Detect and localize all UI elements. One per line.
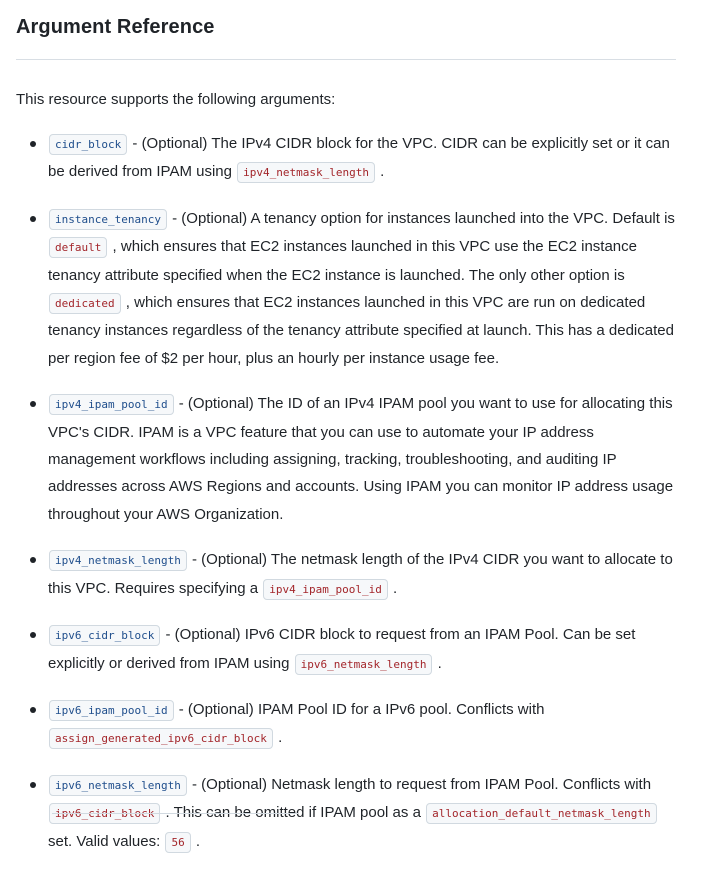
inline-code: allocation_default_netmask_length — [426, 803, 657, 824]
argument-description-text: - (Optional) The ID of an IPv4 IPAM pool you want to use for allocating this VPC's CIDR. IPAM is a VPC feature that you can use to automate your IP address management workflows including assigning, tracking, troubleshooting, and auditing IP addresses across AWS Regions and accounts. Using IPAM you can monitor IP address usage throughout your AWS Organization. — [48, 395, 674, 523]
argument-item-ipv4-netmask-length — [0, 546, 700, 603]
argument-description-text: . — [388, 579, 398, 597]
argument-description-text: , which ensures that EC2 instances launched in this VPC are run on dedicated tenancy instances regardless of the tenancy attribute specified at launch. This has a dedicated per region fee of $2 per hour, plus an hourly per instance usage fee. — [48, 294, 674, 367]
bullet-icon — [30, 632, 36, 638]
argument-item-ipv6-ipam-pool-id — [0, 696, 700, 753]
argument-name: ipv6_cidr_block — [49, 625, 160, 646]
inline-code: ipv4_ipam_pool_id — [263, 579, 388, 600]
argument-name: instance_tenancy — [49, 209, 167, 230]
bullet-icon — [30, 216, 36, 222]
inline-code: ipv4_netmask_length — [237, 162, 375, 183]
argument-name: ipv6_ipam_pool_id — [49, 700, 174, 721]
argument-description-text: , which ensures that EC2 instances launched in this VPC use the EC2 instance tenancy attribute specified when the EC2 instance is launched. The only other option is — [48, 238, 637, 284]
argument-name: ipv6_netmask_length — [49, 775, 187, 796]
heading-divider — [16, 59, 676, 60]
inline-code: ipv6_netmask_length — [295, 654, 433, 675]
argument-description-text: set. Valid values: — [48, 832, 165, 850]
argument-description-text: . — [273, 729, 283, 747]
inline-code: dedicated — [49, 293, 121, 314]
inline-code: default — [49, 237, 107, 258]
bullet-icon — [30, 401, 36, 407]
argument-description-text: - (Optional) Netmask length to request from IPAM Pool. Conflicts with — [187, 775, 652, 793]
argument-description-text: - (Optional) A tenancy option for instances launched into the VPC. Default is — [167, 209, 675, 227]
argument-list — [0, 130, 700, 874]
argument-name: cidr_block — [49, 134, 127, 155]
argument-item-ipv6-cidr-block — [0, 621, 700, 678]
argument-description-text: - (Optional) IPAM Pool ID for a IPv6 pool. Conflicts with — [174, 700, 545, 718]
inline-code: assign_generated_ipv6_cidr_block — [49, 728, 273, 749]
bullet-icon — [30, 141, 36, 147]
intro-text: This resource supports the following arguments: — [16, 91, 336, 108]
argument-item-instance-tenancy — [0, 205, 700, 372]
bullet-icon — [30, 557, 36, 563]
section-heading: Argument Reference — [16, 16, 215, 38]
argument-item-ipv4-ipam-pool-id — [0, 390, 700, 528]
argument-description-text: - (Optional) The netmask length of the IPv4 CIDR you want to allocate to this VPC. Requires specifying a — [48, 551, 673, 597]
argument-item-cidr-block — [0, 130, 700, 187]
argument-name: ipv4_ipam_pool_id — [49, 394, 174, 415]
argument-name: ipv4_netmask_length — [49, 550, 187, 571]
argument-description-text: . — [191, 832, 201, 850]
inline-code: 56 — [165, 832, 190, 853]
next-item-edge — [52, 813, 298, 814]
argument-description-text: . — [375, 163, 385, 181]
argument-description-text: - (Optional) IPv6 CIDR block to request from an IPAM Pool. Can be set explicitly or derived from IPAM using — [48, 626, 636, 672]
argument-description-text: . This can be omitted if IPAM pool as a — [161, 804, 426, 822]
inline-code: ipv6_cidr_block — [49, 803, 160, 824]
bullet-icon — [30, 707, 36, 713]
argument-description-text: - (Optional) The IPv4 CIDR block for the VPC. CIDR can be explicitly set or it can be derived from IPAM using — [48, 135, 670, 181]
argument-description-text: . — [433, 654, 442, 672]
bullet-icon — [30, 782, 36, 788]
